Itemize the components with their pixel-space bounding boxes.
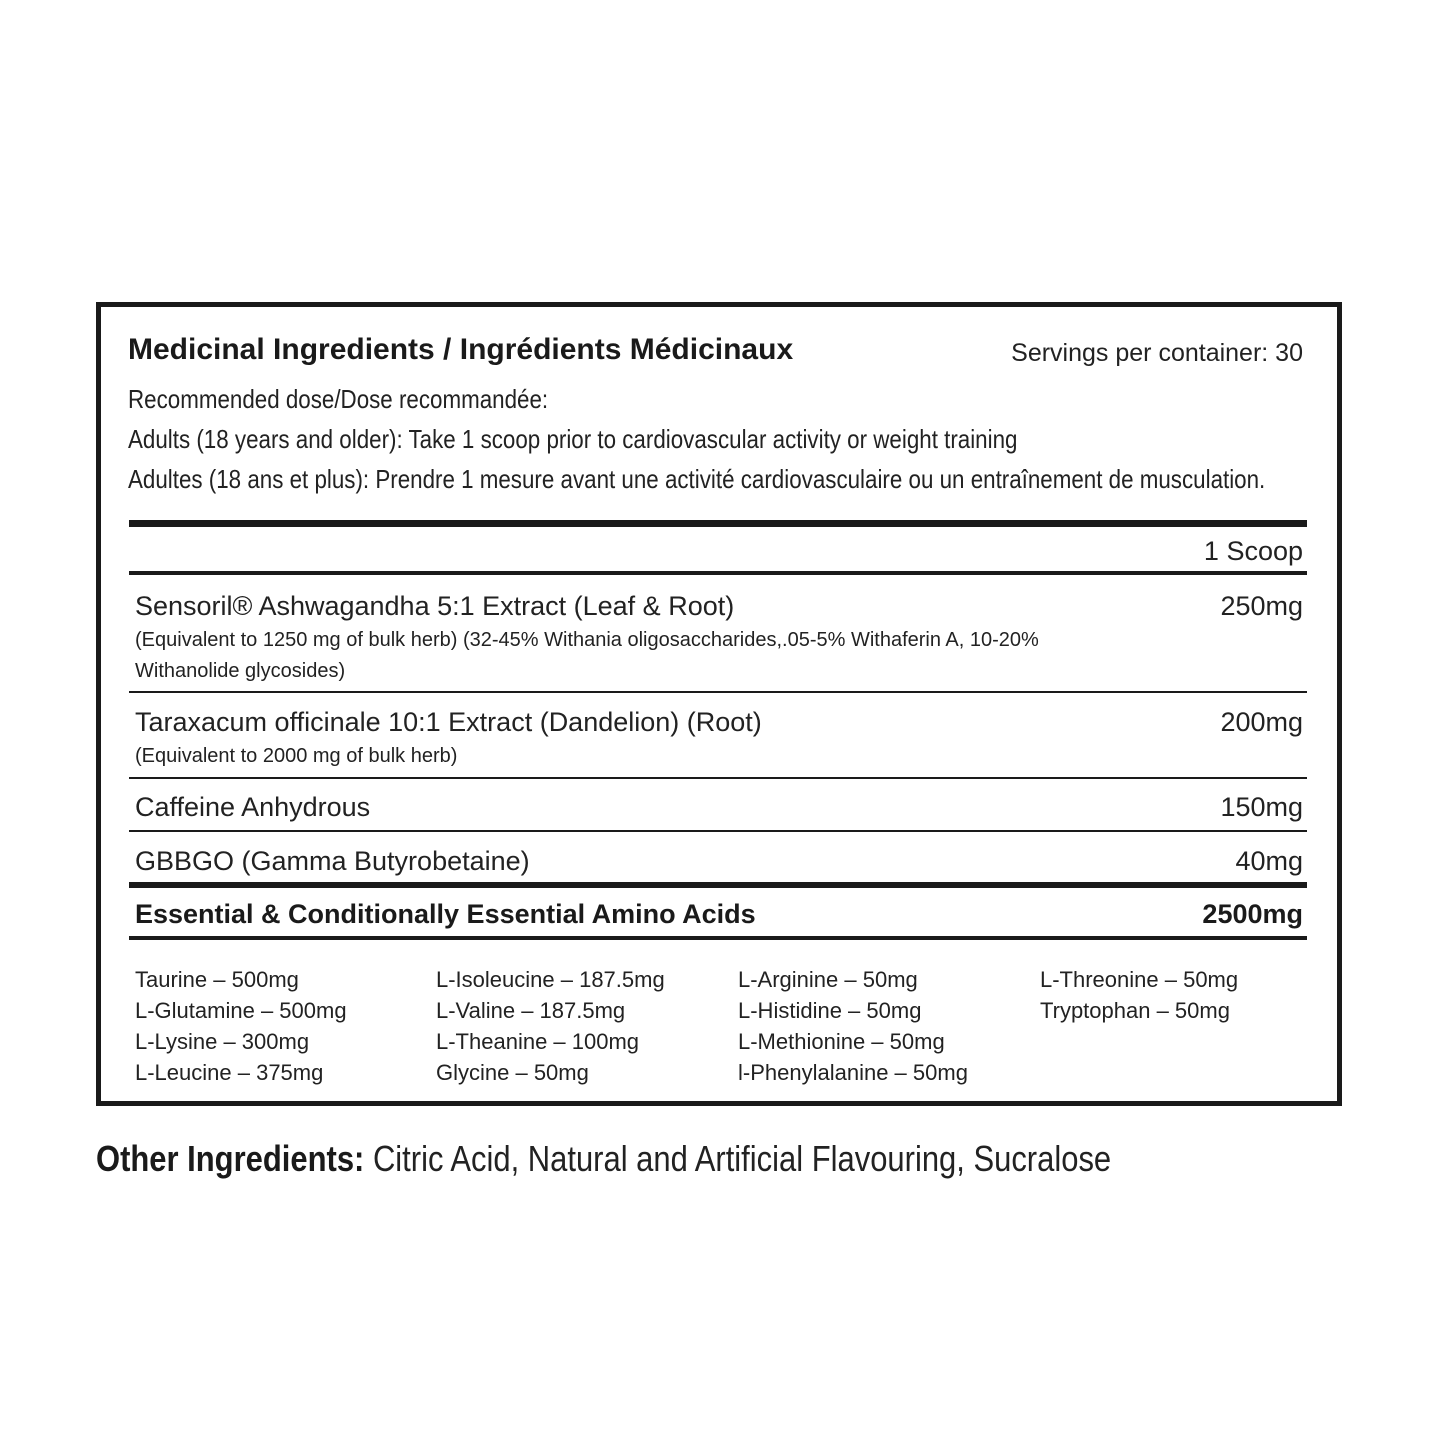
blend-amount: 2500mg bbox=[1202, 899, 1303, 929]
ingredient-amount: 250mg bbox=[1220, 591, 1303, 621]
ingredient-note: (Equivalent to 1250 mg of bulk herb) (32-45% Withania oligosaccharides,.05-5% Withaferin A, 10-20% bbox=[135, 629, 1039, 651]
serving-size: 1 Scoop bbox=[1203, 536, 1303, 566]
divider bbox=[129, 571, 1307, 575]
blend-name: Essential & Conditionally Essential Amino Acids bbox=[135, 899, 756, 929]
dose-heading: Recommended dose/Dose recommandée: bbox=[128, 384, 549, 414]
amino-acid-item: L-Methionine – 50mg bbox=[738, 1029, 945, 1054]
row-divider bbox=[129, 830, 1307, 832]
ingredient-note: (Equivalent to 2000 mg of bulk herb) bbox=[135, 745, 458, 767]
row-divider bbox=[129, 691, 1307, 693]
amino-acid-item: L-Leucine – 375mg bbox=[135, 1060, 324, 1085]
ingredient-name: GBBGO (Gamma Butyrobetaine) bbox=[135, 846, 530, 876]
amino-acid-item: L-Arginine – 50mg bbox=[738, 967, 918, 992]
ingredient-amount: 40mg bbox=[1235, 846, 1303, 876]
panel-title: Medicinal Ingredients / Ingrédients Médicinaux bbox=[128, 333, 794, 366]
amino-acid-item: Taurine – 500mg bbox=[135, 967, 299, 992]
ingredient-amount: 200mg bbox=[1220, 707, 1303, 737]
amino-acid-item: l-Phenylalanine – 50mg bbox=[738, 1060, 968, 1085]
supplement-facts-panel bbox=[96, 302, 1342, 1106]
amino-acid-item: L-Isoleucine – 187.5mg bbox=[436, 967, 665, 992]
divider bbox=[129, 936, 1307, 940]
dose-english: Adults (18 years and older): Take 1 scoop prior to cardiovascular activity or weight training bbox=[128, 424, 1018, 454]
amino-acid-item: L-Valine – 187.5mg bbox=[436, 998, 626, 1023]
ingredient-name: Sensoril® Ashwagandha 5:1 Extract (Leaf & Root) bbox=[135, 591, 735, 621]
other-ingredients bbox=[96, 1138, 1111, 1180]
row-divider bbox=[129, 777, 1307, 779]
amino-acid-item: L-Glutamine – 500mg bbox=[135, 998, 347, 1023]
amino-acid-item: Glycine – 50mg bbox=[436, 1060, 589, 1085]
ingredient-note: Withanolide glycosides) bbox=[135, 660, 346, 682]
dose-french: Adultes (18 ans et plus): Prendre 1 mesure avant une activité cardiovasculaire ou un entraînement de musculation. bbox=[128, 464, 1266, 494]
thick-divider bbox=[129, 520, 1307, 527]
other-ingredients-label: Other Ingredients: bbox=[96, 1138, 365, 1179]
ingredient-name: Taraxacum officinale 10:1 Extract (Dandelion) (Root) bbox=[135, 707, 762, 737]
amino-acid-item: L-Threonine – 50mg bbox=[1040, 967, 1239, 992]
ingredient-amount: 150mg bbox=[1220, 792, 1303, 822]
amino-acid-item: Tryptophan – 50mg bbox=[1040, 998, 1230, 1023]
thick-divider bbox=[129, 882, 1307, 888]
amino-acid-item: L-Histidine – 50mg bbox=[738, 998, 922, 1023]
amino-acid-item: L-Theanine – 100mg bbox=[436, 1029, 640, 1054]
ingredient-name: Caffeine Anhydrous bbox=[135, 792, 371, 822]
servings-per-container: Servings per container: 30 bbox=[1011, 339, 1303, 367]
other-ingredients-text: Citric Acid, Natural and Artificial Flavouring, Sucralose bbox=[364, 1138, 1112, 1179]
amino-acid-item: L-Lysine – 300mg bbox=[135, 1029, 310, 1054]
